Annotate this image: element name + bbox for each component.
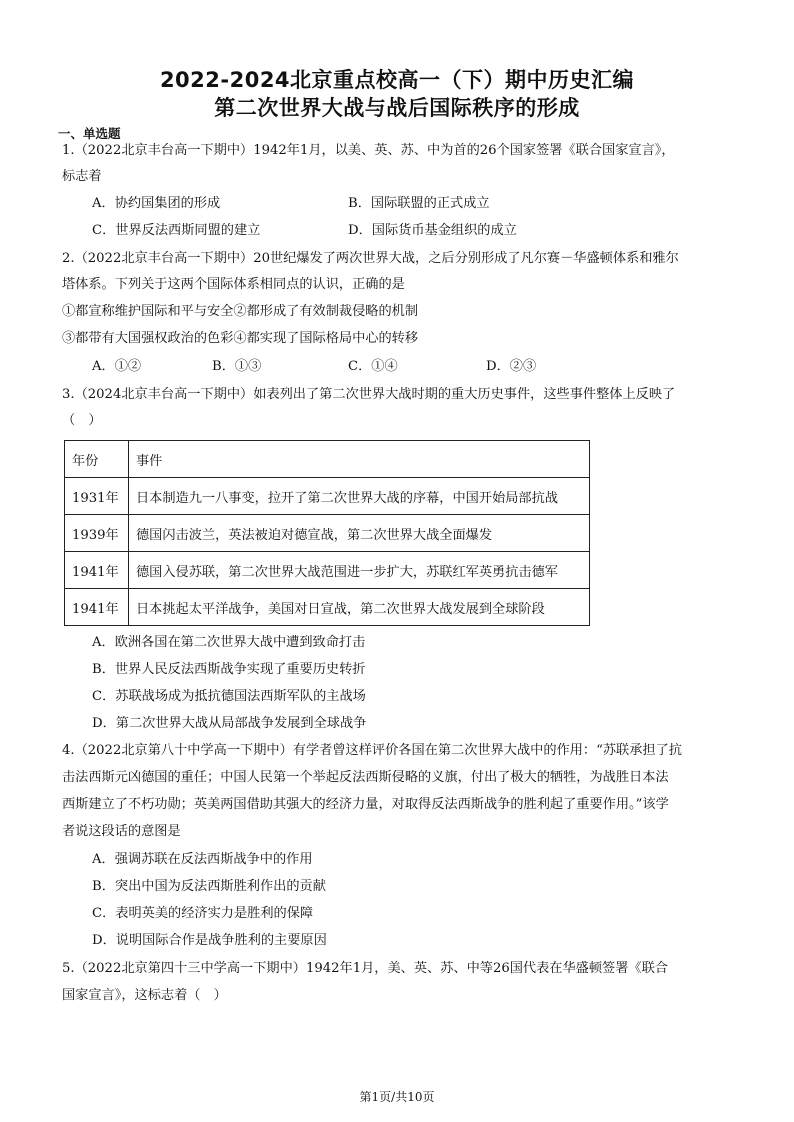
question-3-text: （ ） [62,413,102,428]
question-3-option-b: B．世界人民反法西斯战争实现了重要历史转折 [92,662,366,677]
question-2-statement: ③都带有大国强权政治的色彩④都实现了国际格局中心的转移 [62,331,419,346]
question-3-option-d: D．第二次世界大战从局部战争发展到全球战争 [92,716,367,731]
question-4-option-c: C．表明英美的经济实力是胜利的保障 [92,906,314,921]
question-4-text: 击法西斯元凶德国的重任；中国人民第一个举起反法西斯侵略的义旗，付出了极大的牺牲，为战胜日本法 [62,770,669,785]
table-cell-event: 日本挑起太平洋战争，美国对日宣战，第二次世界大战发展到全球阶段 [129,589,590,626]
question-4-option-b: B．突出中国为反法西斯胜利作出的贡献 [92,879,326,894]
question-4-option-d: D．说明国际合作是战争胜利的主要原因 [92,933,327,948]
table-header-cell: 年份 [65,441,129,478]
question-1-option-c: C．世界反法西斯同盟的建立 [92,223,261,238]
table-cell-year: 1939年 [65,515,129,552]
question-2-option-d: D．②③ [486,359,537,374]
table-row [65,515,590,552]
table-cell-event: 德国闪击波兰，英法被迫对德宣战，第二次世界大战全面爆发 [129,515,590,552]
table-row [65,589,590,626]
events-table [64,440,590,626]
section-heading: 一、单选题 [58,126,121,141]
question-1-option-d: D．国际货币基金组织的成立 [348,223,517,238]
document-title: 2022-2024北京重点校高一（下）期中历史汇编 [159,68,635,92]
question-2-text: 2.（2022北京丰台高一下期中）20世纪爆发了两次世界大战，之后分别形成了凡尔赛－华盛顿体系和雅尔 [62,251,679,266]
question-4-text: 西斯建立了不朽功勋；英美两国借助其强大的经济力量，对取得反法西斯战争的胜利起了重要作用。”该学 [62,797,669,812]
question-2-statement: ①都宣称维护国际和平与安全②都形成了有效制裁侵略的机制 [62,304,419,319]
question-2-option-a: A．①② [92,359,142,374]
table-header-row [65,441,590,478]
table-cell-year: 1941年 [65,589,129,626]
table-row [65,552,590,589]
question-1-option-b: B．国际联盟的正式成立 [348,196,490,211]
table-row [65,478,590,515]
question-2-text: 塔体系。下列关于这两个国际体系相同点的认识，正确的是 [62,277,405,292]
document-subtitle: 第二次世界大战与战后国际秩序的形成 [214,96,580,120]
table-cell-event: 德国入侵苏联，第二次世界大战范围进一步扩大，苏联红军英勇抗击德军 [129,552,590,589]
page-number: 第1页/共10页 [359,1090,435,1104]
question-4-option-a: A．强调苏联在反法西斯战争中的作用 [92,852,313,867]
question-2-option-b: B．①③ [212,359,262,374]
question-1-text: 1.（2022北京丰台高一下期中）1942年1月，以美、英、苏、中为首的26个国家签署《联合国家宣言》， [62,143,675,158]
question-1-text: 标志着 [62,169,102,184]
table-cell-year: 1941年 [65,552,129,589]
table-header-cell: 事件 [129,441,590,478]
question-3-option-a: A．欧洲各国在第二次世界大战中遭到致命打击 [92,635,366,650]
question-1-option-a: A．协约国集团的形成 [92,196,221,211]
question-5-text: 5.（2022北京第四十三中学高一下期中）1942年1月，美、英、苏、中等26国代表在华盛顿签署《联合 [62,961,668,976]
question-4-text: 者说这段话的意图是 [62,824,181,839]
question-5-text: 国家宣言》，这标志着（ ） [62,988,227,1003]
question-2-option-c: C．①④ [348,359,398,374]
question-4-text: 4.（2022北京第八十中学高一下期中）有学者曾这样评价各国在第二次世界大战中的作用：“苏联承担了抗 [62,743,682,758]
question-3-option-c: C．苏联战场成为抵抗德国法西斯军队的主战场 [92,689,366,704]
table-cell-event: 日本制造九一八事变，拉开了第二次世界大战的序幕，中国开始局部抗战 [129,478,590,515]
table-cell-year: 1931年 [65,478,129,515]
question-3-text: 3.（2024北京丰台高一下期中）如表列出了第二次世界大战时期的重大历史事件，这些事件整体上反映了 [62,387,676,402]
